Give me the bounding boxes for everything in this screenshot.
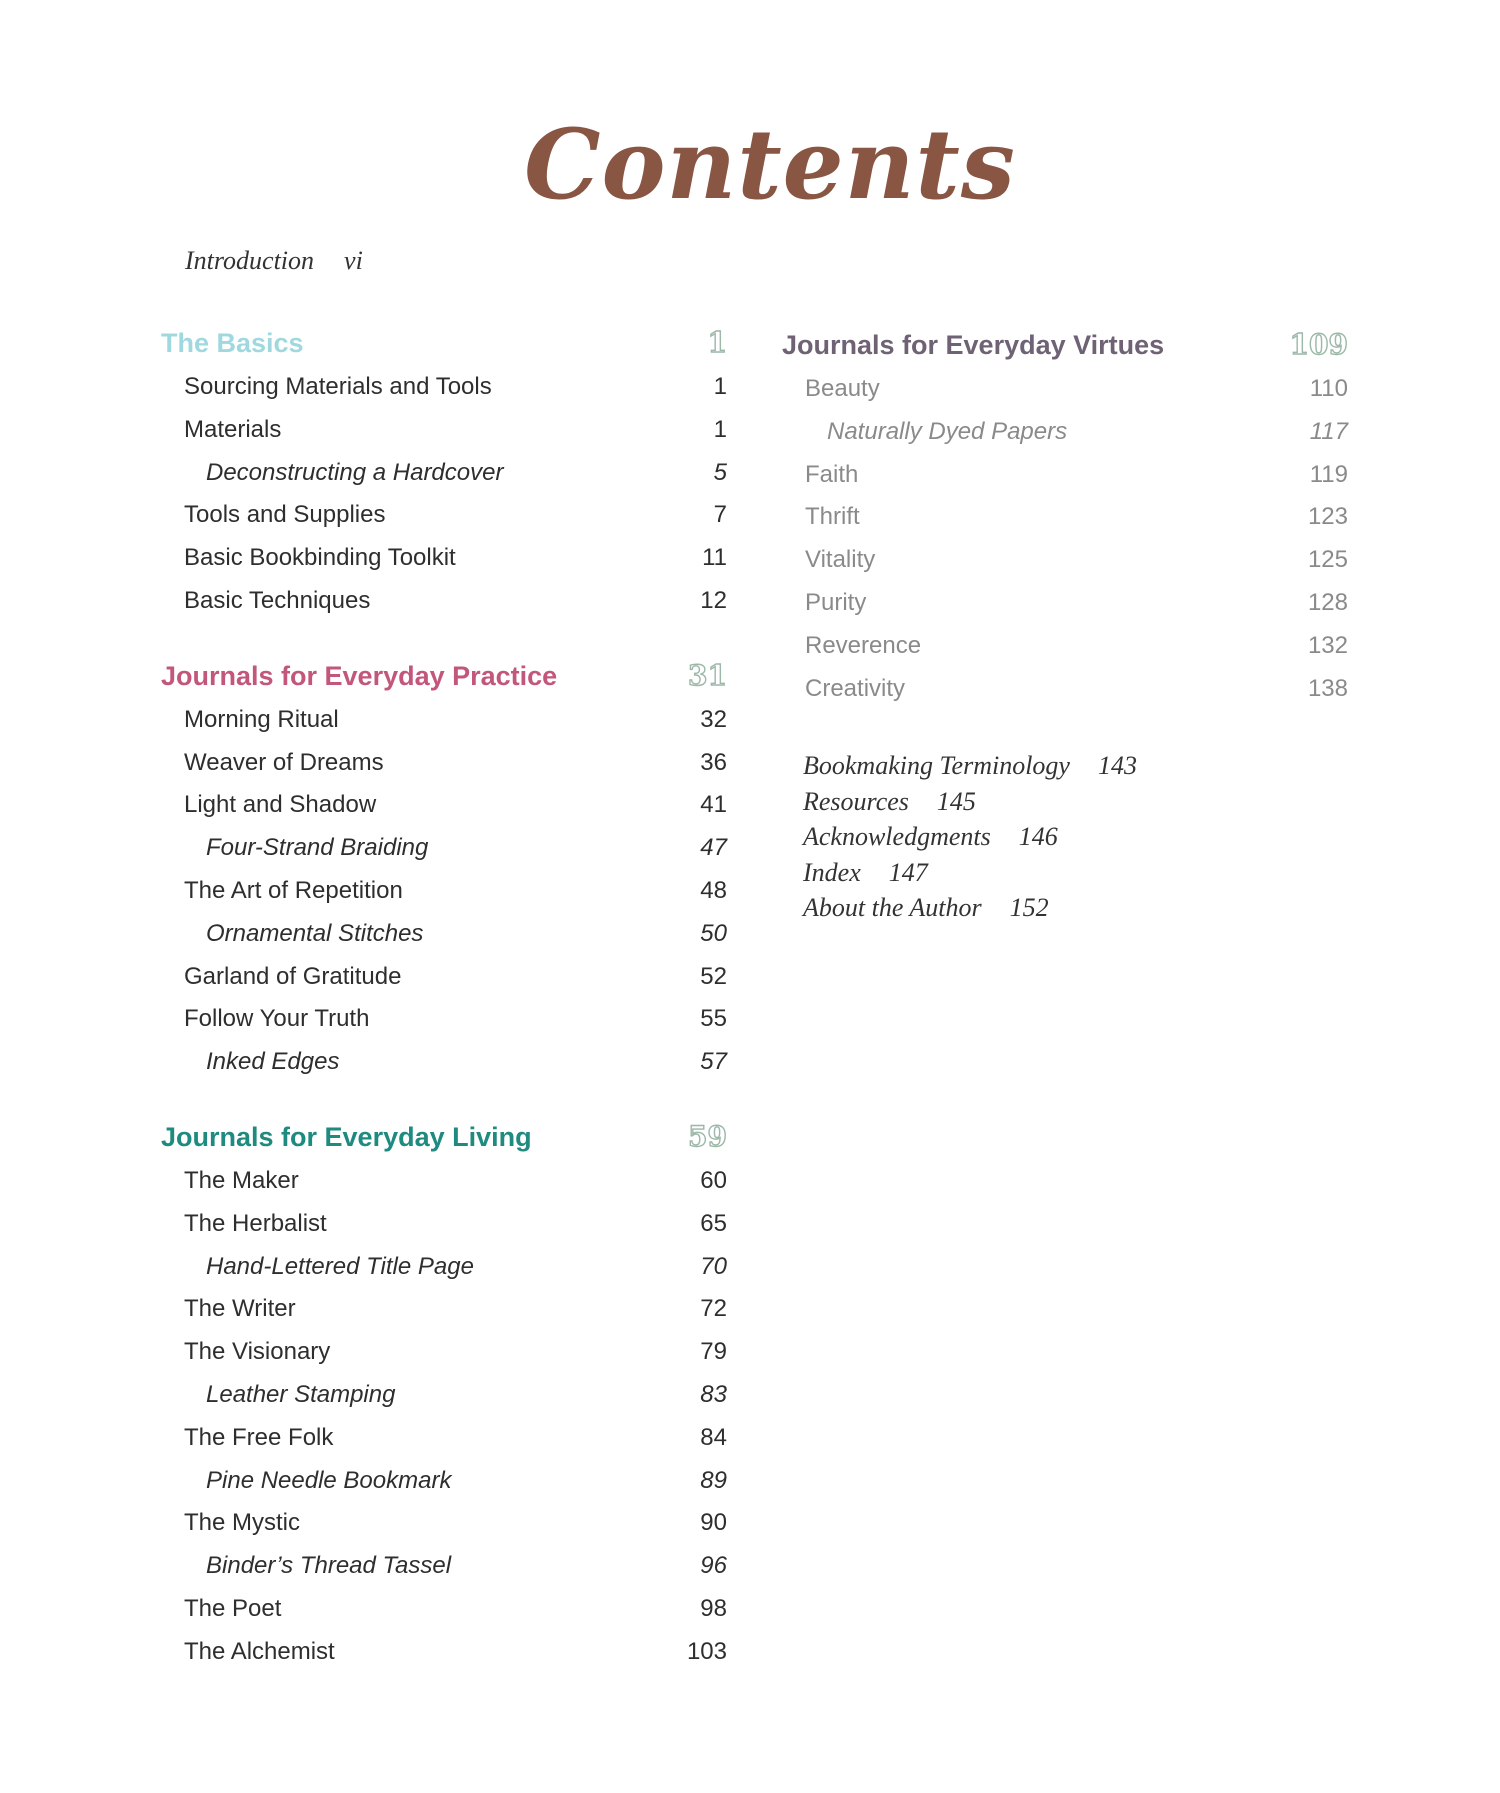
section-page: 1 xyxy=(707,326,727,359)
entry-label: Acknowledgments xyxy=(803,822,991,851)
toc-entry[interactable] xyxy=(161,998,727,1041)
entry-label: Bookmaking Terminology xyxy=(803,751,1070,780)
toc-entry[interactable] xyxy=(161,742,727,785)
entry-page: 90 xyxy=(700,1509,727,1537)
entry-label: Leather Stamping xyxy=(206,1380,396,1408)
entry-label: Garland of Gratitude xyxy=(184,962,402,990)
entry-label: Basic Bookbinding Toolkit xyxy=(184,544,456,572)
section-heading[interactable] xyxy=(782,324,1348,366)
backmatter-entry[interactable] xyxy=(803,890,1137,926)
entry-page: 138 xyxy=(1307,674,1348,702)
toc-entry[interactable] xyxy=(161,1417,727,1460)
toc-entry[interactable] xyxy=(161,870,727,913)
entry-page: 72 xyxy=(700,1295,727,1323)
entry-page: 98 xyxy=(700,1594,727,1622)
entry-label: Naturally Dyed Papers xyxy=(827,417,1068,445)
entry-label: The Alchemist xyxy=(184,1637,335,1665)
toc-entry[interactable] xyxy=(161,1502,727,1545)
entry-label: The Herbalist xyxy=(184,1209,327,1237)
entry-page: 89 xyxy=(700,1466,727,1494)
entry-label: Pine Needle Bookmark xyxy=(206,1466,452,1494)
toc-entry[interactable] xyxy=(161,537,727,580)
toc-entry[interactable] xyxy=(782,496,1348,539)
right-column xyxy=(782,324,1348,742)
toc-subentry[interactable] xyxy=(161,1460,727,1503)
entry-label: Four-Strand Braiding xyxy=(206,834,429,862)
entry-label: The Free Folk xyxy=(184,1423,334,1451)
entry-page: 125 xyxy=(1307,546,1348,574)
entry-label: Binder’s Thread Tassel xyxy=(206,1552,452,1580)
entry-page: 123 xyxy=(1307,503,1348,531)
section-heading[interactable] xyxy=(161,655,727,697)
entry-page: 110 xyxy=(1309,375,1348,402)
entry-page: 143 xyxy=(1097,751,1137,780)
entry-page: 128 xyxy=(1307,588,1348,616)
entry-label: The Visionary xyxy=(184,1338,331,1366)
backmatter-entry[interactable] xyxy=(803,855,1137,891)
entry-label: Purity xyxy=(805,588,867,616)
entry-page: 32 xyxy=(700,705,727,733)
intro-label: Introduction xyxy=(185,246,315,275)
toc-entry[interactable] xyxy=(161,1160,727,1203)
entry-label: Index xyxy=(803,857,861,887)
toc-entry[interactable] xyxy=(782,625,1348,668)
entry-label: Beauty xyxy=(805,375,880,402)
entry-label: Weaver of Dreams xyxy=(184,748,384,776)
toc-subentry[interactable] xyxy=(161,913,727,956)
intro-page: vi xyxy=(344,246,363,275)
toc-entry[interactable] xyxy=(161,366,727,409)
entry-label: Deconstructing a Hardcover xyxy=(206,458,504,486)
toc-entry[interactable] xyxy=(161,1631,727,1674)
toc-entry[interactable] xyxy=(161,1288,727,1331)
entry-page: 36 xyxy=(700,748,727,776)
entry-label: Light and Shadow xyxy=(184,791,377,819)
section-page: 31 xyxy=(688,658,727,692)
entry-page: 152 xyxy=(1009,893,1049,922)
entry-page: 5 xyxy=(713,458,727,486)
toc-subentry[interactable] xyxy=(161,827,727,870)
entry-page: 41 xyxy=(700,791,727,819)
entry-page: 83 xyxy=(700,1380,727,1408)
entry-page: 132 xyxy=(1307,631,1348,659)
backmatter-entry[interactable] xyxy=(803,819,1137,855)
page-title: Contents xyxy=(524,108,1016,221)
entry-page: 47 xyxy=(700,834,727,862)
backmatter-entry[interactable] xyxy=(803,748,1137,784)
backmatter-entry[interactable] xyxy=(803,784,1137,820)
entry-label: The Art of Repetition xyxy=(184,876,403,904)
entry-page: 48 xyxy=(700,876,727,904)
entry-page: 55 xyxy=(700,1005,727,1033)
toc-entry[interactable] xyxy=(161,1331,727,1374)
toc-entry[interactable] xyxy=(782,668,1348,711)
entry-page: 12 xyxy=(700,586,727,614)
entry-page: 11 xyxy=(702,544,727,572)
section-page: 59 xyxy=(688,1119,727,1153)
left-column xyxy=(161,322,727,1706)
entry-page: 84 xyxy=(700,1423,727,1451)
toc-entry[interactable] xyxy=(161,784,727,827)
section-title: The Basics xyxy=(161,328,304,358)
toc-entry[interactable] xyxy=(161,956,727,999)
entry-label: Faith xyxy=(805,460,859,488)
entry-page: 57 xyxy=(700,1048,727,1076)
section-title: Journals for Everyday Living xyxy=(161,1121,532,1152)
entry-label: Ornamental Stitches xyxy=(206,919,424,947)
intro-entry[interactable] xyxy=(185,246,363,276)
entry-page: 65 xyxy=(700,1209,727,1237)
section-title: Journals for Everyday Virtues xyxy=(782,330,1165,360)
entry-page: 70 xyxy=(700,1252,727,1280)
toc-subentry[interactable] xyxy=(161,452,727,495)
entry-page: 103 xyxy=(686,1637,727,1665)
entry-page: 1 xyxy=(713,373,727,400)
entry-label: The Mystic xyxy=(184,1509,301,1537)
entry-page: 50 xyxy=(700,919,727,947)
entry-page: 147 xyxy=(888,857,928,887)
section-virtues xyxy=(782,324,1348,710)
entry-label: The Writer xyxy=(184,1295,296,1323)
entry-page: 146 xyxy=(1018,822,1058,851)
toc-entry[interactable] xyxy=(161,580,727,623)
entry-page: 145 xyxy=(936,786,976,816)
toc-entry[interactable] xyxy=(161,1203,727,1246)
section-practice xyxy=(161,655,727,1084)
section-heading[interactable] xyxy=(161,322,727,364)
entry-label: Hand-Lettered Title Page xyxy=(206,1252,474,1280)
section-heading[interactable] xyxy=(161,1116,727,1158)
entry-label: Thrift xyxy=(805,503,860,531)
entry-page: 117 xyxy=(1309,417,1348,445)
entry-label: Follow Your Truth xyxy=(184,1005,370,1033)
entry-label: Morning Ritual xyxy=(184,705,339,733)
toc-entry[interactable] xyxy=(782,368,1348,411)
section-basics xyxy=(161,322,727,623)
toc-subentry[interactable] xyxy=(782,411,1348,454)
toc-entry[interactable] xyxy=(161,1588,727,1631)
toc-subentry[interactable] xyxy=(161,1246,727,1289)
entry-page: 79 xyxy=(700,1338,727,1366)
entry-label: Vitality xyxy=(805,546,876,574)
section-page: 109 xyxy=(1289,328,1348,361)
toc-subentry[interactable] xyxy=(161,1374,727,1417)
section-living xyxy=(161,1116,727,1674)
entry-page: 119 xyxy=(1309,460,1348,488)
entry-page: 1 xyxy=(713,415,727,443)
toc-entry[interactable] xyxy=(782,539,1348,582)
entry-label: Tools and Supplies xyxy=(184,501,386,529)
entry-label: Sourcing Materials and Tools xyxy=(184,373,492,400)
entry-label: Materials xyxy=(184,415,282,443)
entry-label: The Maker xyxy=(184,1166,299,1194)
backmatter-list xyxy=(803,748,1137,926)
toc-subentry[interactable] xyxy=(161,1041,727,1084)
entry-page: 60 xyxy=(700,1166,727,1194)
toc-entry[interactable] xyxy=(782,582,1348,625)
entry-page: 96 xyxy=(700,1552,727,1580)
entry-label: Resources xyxy=(803,786,909,816)
entry-label: Creativity xyxy=(805,674,906,702)
toc-entry[interactable] xyxy=(782,454,1348,497)
toc-entry[interactable] xyxy=(161,699,727,742)
toc-entry[interactable] xyxy=(161,409,727,452)
entry-page: 52 xyxy=(700,962,727,990)
entry-label: Inked Edges xyxy=(206,1048,340,1076)
entry-label: The Poet xyxy=(184,1594,282,1622)
toc-subentry[interactable] xyxy=(161,1545,727,1588)
section-title: Journals for Everyday Practice xyxy=(161,660,558,691)
entry-label: Basic Techniques xyxy=(184,586,371,614)
entry-label: About the Author xyxy=(803,893,982,922)
entry-label: Reverence xyxy=(805,631,922,659)
toc-entry[interactable] xyxy=(161,494,727,537)
entry-page: 7 xyxy=(713,501,727,529)
